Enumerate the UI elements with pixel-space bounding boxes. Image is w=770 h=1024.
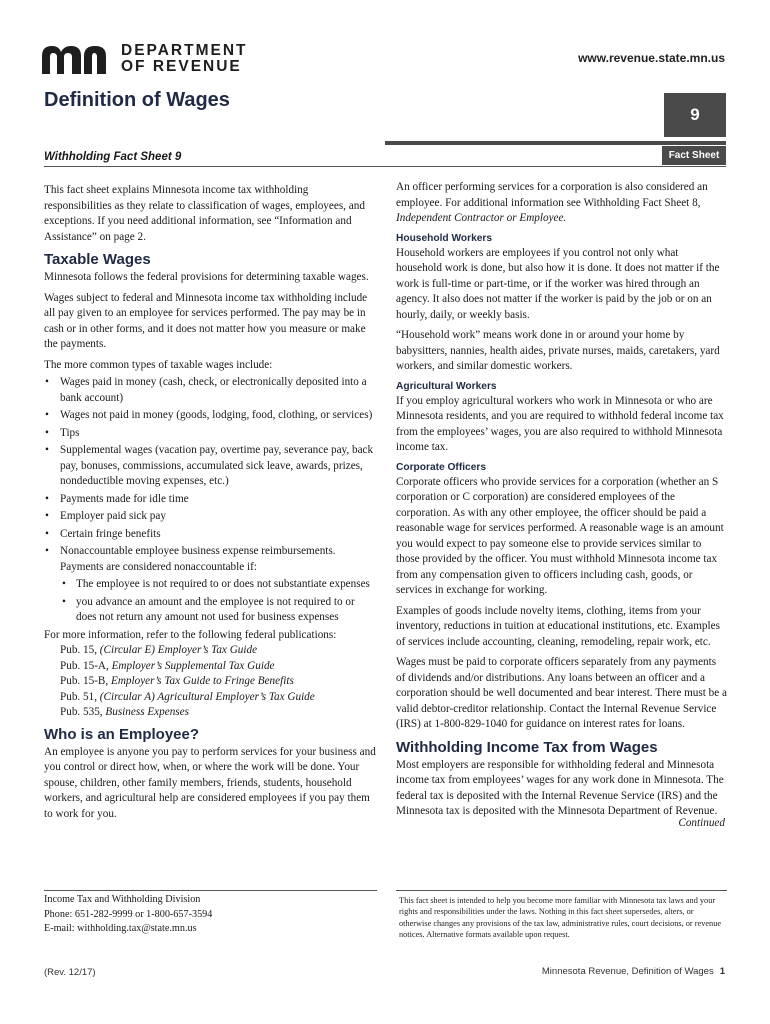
corporate-paragraph-3: Wages must be paid to corporate officers separately from any payments of dividends and/or distributions. Any loans between an officer and a corporation should be well documented and bear interest. There must be a valid debtor-creditor relationship. Contact the Internal Revenue Service (IRS) at 1-800-829-1040 for guidance on interest rates for loans.	[396, 656, 727, 730]
employee-paragraph: An employee is anyone you pay to perform services for your business and you control or direct how, when, or where the work will be done. Your spouse, children, other family members, friends, students, household workers, and agricultural help are considered employees if you pay them to work for you.	[44, 745, 376, 820]
list-item: • Certain fringe benefits	[44, 527, 377, 543]
footer-divider-right	[396, 890, 727, 891]
footer-divider-left	[44, 890, 377, 891]
publications-intro: For more information, refer to the following federal publications:	[44, 628, 337, 641]
list-item: • Supplemental wages (vacation pay, overtime pay, severance pay, back pay, bonuses, commissions, accumulated sick leave, awards, prizes, nondeductible moving expenses, etc.)	[44, 443, 377, 490]
list-item: • Wages not paid in money (goods, lodging, food, clothing, or services)	[44, 408, 377, 424]
contact-division: Income Tax and Withholding Division	[44, 894, 201, 905]
page-title: Definition of Wages	[44, 89, 230, 111]
left-column	[44, 183, 377, 827]
right-column	[396, 180, 727, 831]
publication-item: Pub. 15, (Circular E) Employer’s Tax Guide	[60, 644, 258, 656]
list-item: • Wages paid in money (cash, check, or electronically deposited into a bank account)	[44, 375, 377, 406]
list-item: • Nonaccountable employee business expense reimbursements. Payments are considered nonaccountable if:	[44, 544, 377, 575]
continued-label: Continued	[678, 816, 725, 829]
publication-item: Pub. 15-B, Employer’s Tax Guide to Fringe Benefits	[60, 675, 294, 687]
corporate-paragraph-1: Corporate officers who provide services for a corporation (whether an S corporation or C corporation) are considered employees of the corporation. As with any other employee, the officer should be paid a reasonable wage for services performed. A reasonable wage is an amount you would expect to pay someone else to provide services similar to those provided by the officer. You must withhold Minnesota income tax from any compensation given to officers including cash, goods, or services in exchange for working.	[396, 475, 724, 596]
publication-item: Pub. 535, Business Expenses	[60, 706, 189, 718]
corporate-paragraph-2: Examples of goods include novelty items, clothing, items from your inventory, reductions in tuition at educational institutions, etc. Examples of services include accounting, cleaning, remodeling, repair work, etc.	[396, 604, 720, 648]
list-item: • Payments made for idle time	[44, 492, 377, 508]
taxable-paragraph-3: The more common types of taxable wages include:	[44, 358, 273, 371]
taxable-paragraph-2: Wages subject to federal and Minnesota income tax withholding include all pay given to an employee for services performed. The pay may be in cash or in other forms, and it does not matter how you measure or make the payments.	[44, 291, 368, 350]
publication-item: Pub. 51, (Circular A) Agricultural Employer’s Tax Guide	[60, 690, 315, 703]
taxable-wages-heading: Taxable Wages	[44, 251, 151, 268]
department-logo-text	[121, 43, 248, 75]
contact-email[interactable]: E-mail: withholding.tax@state.mn.us	[44, 923, 197, 934]
fact-sheet-tab: Fact Sheet	[662, 146, 726, 165]
sheet-number-badge: 9	[664, 93, 726, 137]
fact-sheet-subtitle: Withholding Fact Sheet 9	[44, 151, 182, 163]
withholding-paragraph: Most employers are responsible for withholding federal and Minnesota income tax from employees’ wages for any work done in Minnesota. The federal tax is deposited with the Internal Revenue Service (IRS) and the Minnesota tax is deposited with the Minnesota Department of Revenue.	[396, 758, 724, 817]
publication-item: Pub. 15-A, Employer’s Supplemental Tax Guide	[60, 659, 275, 672]
contact-block	[44, 893, 212, 937]
website-url[interactable]: www.revenue.state.mn.us	[578, 51, 725, 65]
list-item: • you advance an amount and the employee is not required to or does not return any amount not used for business expenses	[44, 595, 377, 626]
publications-list	[44, 643, 377, 721]
who-is-employee-heading: Who is an Employee?	[44, 725, 200, 743]
list-item: • Employer paid sick pay	[44, 509, 377, 525]
page-number: 1	[719, 966, 725, 977]
header-divider	[44, 166, 726, 167]
agricultural-paragraph: If you employ agricultural workers who work in Minnesota or who are Minnesota residents, and you are required to withhold federal income tax from the employees’ wages, you are also required to withhold Minnesota income tax.	[396, 394, 724, 453]
officer-paragraph: An officer performing services for a corporation is also considered an employee. For additional information see Withholding Fact Sheet 8, Independent Contractor or Employee.	[396, 181, 708, 224]
page-footer	[542, 966, 725, 977]
household-paragraph-2: “Household work” means work done in or around your home by babysitters, nannies, health aides, private nurses, maids, caretakers, yard workers, and similar domestic workers.	[396, 329, 720, 372]
nonaccountable-sublist	[44, 577, 377, 626]
taxable-wages-list	[44, 375, 377, 575]
corporate-officers-heading: Corporate Officers	[396, 461, 487, 473]
logo-line-2: OF REVENUE	[121, 58, 242, 75]
withholding-heading: Withholding Income Tax from Wages	[396, 738, 658, 756]
revision-label: (Rev. 12/17)	[44, 967, 96, 978]
list-item: • The employee is not required to or does not substantiate expenses	[44, 577, 377, 593]
taxable-paragraph-1: Minnesota follows the federal provisions for determining taxable wages.	[44, 271, 369, 283]
agricultural-workers-heading: Agricultural Workers	[396, 380, 497, 392]
household-workers-heading: Household Workers	[396, 232, 493, 244]
household-paragraph-1: Household workers are employees if you control not only what household work is done, but also how it is done. It does not matter if the work is full-time or part-time, or if the worker was hired through an agency. It also does not matter if the worker is paid by the job or on an hourly, daily, or weekly basis.	[396, 246, 720, 321]
footer-page-label: Minnesota Revenue, Definition of Wages	[541, 966, 714, 977]
logo-line-1: DEPARTMENT	[121, 42, 248, 59]
list-item: • Tips	[44, 426, 377, 442]
header-rule	[385, 141, 726, 145]
contact-phone: Phone: 651-282-9999 or 1-800-657-3594	[44, 908, 213, 920]
disclaimer-text: This fact sheet is intended to help you become more familiar with Minnesota tax laws and your rights and responsibilities under the laws. Nothing in this fact sheet supersedes, alters, or otherwise changes any provisions of the tax law, administrative rules, court decisions, or revenue notices. Alternative formats available upon request.	[399, 896, 722, 940]
mn-logo-icon	[42, 46, 114, 74]
intro-paragraph: This fact sheet explains Minnesota income tax withholding responsibilities as they relate to classification of wages, employees, and exceptions. If you need additional information, see “Information and Assistance” on page 2.	[44, 184, 365, 243]
